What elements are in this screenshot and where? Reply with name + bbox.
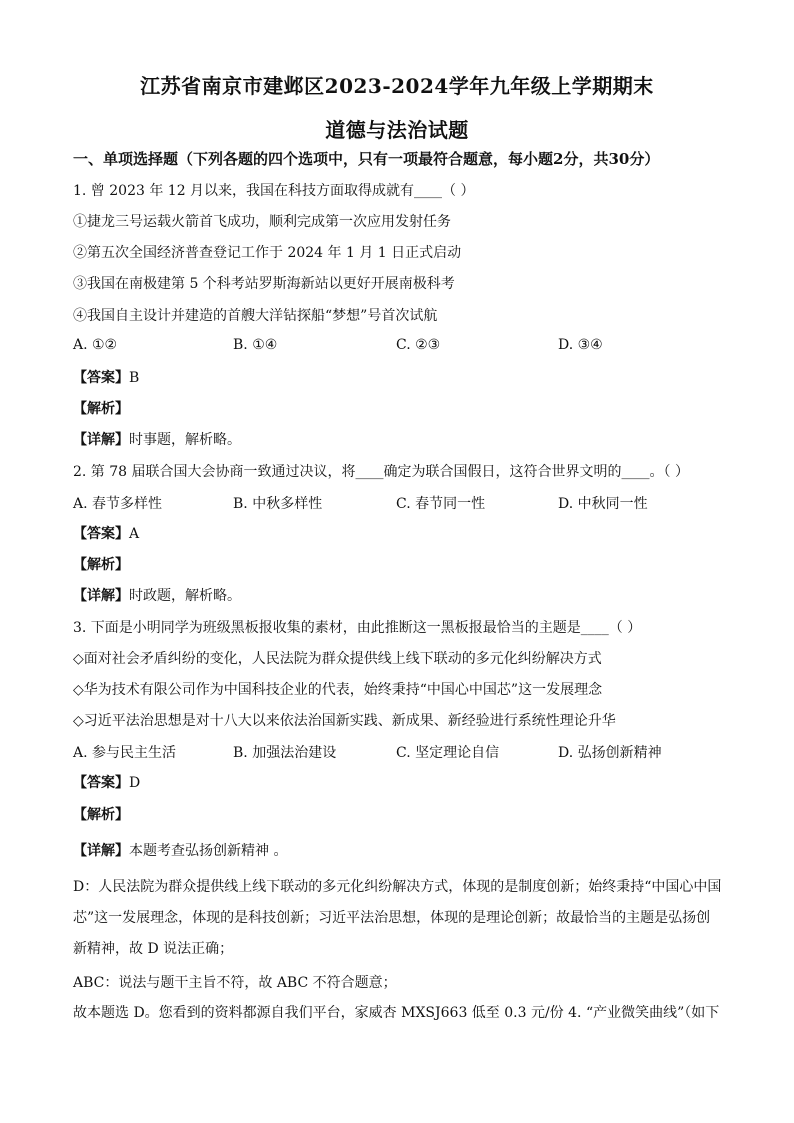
answer-label: 【答案】 (73, 775, 129, 791)
detail-label: 【详解】 (73, 588, 129, 604)
answer-label: 【答案】 (73, 526, 129, 542)
question-3-option-c: C. 坚定理论自信 (396, 745, 500, 761)
question-2-stem: 2. 第 78 届联合国大会协商一致通过决议，将____确定为联合国假日，这符合世界文明的____。（ ） (73, 464, 689, 480)
question-3-abc-note: ABC：说法与题干主旨不符，故 ABC 不符合题意； (73, 975, 397, 991)
question-3-option-d: D. 弘扬创新精神 (558, 745, 662, 761)
question-3-item-1: ◇面对社会矛盾纠纷的变化，人民法院为群众提供线上线下联动的多元化纠纷解决方式 (73, 651, 602, 667)
question-1-option-d: D. ③④ (558, 337, 603, 353)
question-2-answer (73, 524, 139, 544)
question-1-option-a: A. ①② (73, 337, 118, 353)
answer-value: B (129, 370, 140, 386)
detail-text: 时事题，解析略。 (129, 432, 241, 448)
answer-value: D (129, 775, 141, 791)
question-2-option-b: B. 中秋多样性 (233, 496, 323, 512)
question-1-option-b: B. ①④ (233, 337, 278, 353)
question-3-conclusion: 故本题选 D。您看到的资料都源自我们平台，家威杏 MXSJ663 低至 0.3 元/份 4. “产业微笑曲线”（如下 (73, 1005, 720, 1021)
question-1-answer (73, 368, 139, 388)
detail-label: 【详解】 (73, 843, 129, 859)
document-title: 江苏省南京市建邺区2023-2024学年九年级上学期期末 (140, 74, 654, 98)
question-3-stem: 3. 下面是小明同学为班级黑板报收集的素材，由此推断这一黑板报最恰当的主题是____（ ） (73, 620, 642, 636)
question-1-item-3: ③我国在南极建第 5 个科考站罗斯海新站以更好开展南极科考 (73, 276, 455, 292)
answer-label: 【答案】 (73, 370, 129, 386)
question-3-answer (73, 773, 140, 793)
question-3-option-b: B. 加强法治建设 (233, 745, 337, 761)
answer-value: A (129, 526, 140, 542)
detail-text: 本题考查弘扬创新精神 。 (129, 843, 288, 859)
question-1-item-1: ①捷龙三号运载火箭首飞成功，顺利完成第一次应用发射任务 (73, 214, 451, 230)
detail-text: 时政题，解析略。 (129, 588, 241, 604)
question-1-detail (73, 430, 241, 450)
question-2-options (73, 493, 733, 513)
question-2-analysis-label: 【解析】 (73, 557, 129, 573)
question-1-item-2: ②第五次全国经济普查登记工作于 2024 年 1 月 1 日正式启动 (73, 245, 462, 261)
question-3-analysis-label: 【解析】 (73, 807, 129, 823)
question-1-option-c: C. ②③ (396, 337, 441, 353)
detail-label: 【详解】 (73, 432, 129, 448)
question-3-item-3: ◇习近平法治思想是对十八大以来依法治国新实践、新成果、新经验进行系统性理论升华 (73, 713, 616, 729)
question-1-item-4: ④我国自主设计并建造的首艘大洋钻探船“梦想”号首次试航 (73, 308, 438, 324)
question-3-detail (73, 841, 287, 861)
question-3-explanation: D：人民法院为群众提供线上线下联动的多元化纠纷解决方式，体现的是制度创新；始终秉持“中国心中国芯”这一发展理念，体现的是科技创新；习近平法治思想，体现的是理论创新；故最恰当的主题是弘扬创新精神，故 D 说法正确； (73, 879, 722, 957)
question-2-option-a: A. 春节多样性 (73, 496, 163, 512)
document-subtitle: 道德与法治试题 (325, 118, 469, 142)
question-1-options (73, 337, 733, 357)
question-2-option-d: D. 中秋同一性 (558, 496, 648, 512)
question-3-options (73, 742, 733, 762)
section-heading: 一、单项选择题（下列各题的四个选项中，只有一项最符合题意，每小题2分，共30分） (73, 150, 660, 168)
question-1-stem: 1. 曾 2023 年 12 月以来，我国在科技方面取得成就有____（ ） (73, 183, 475, 199)
question-2-detail (73, 586, 241, 606)
question-1-analysis-label: 【解析】 (73, 401, 129, 417)
question-2-option-c: C. 春节同一性 (396, 496, 486, 512)
question-3-item-2: ◇华为技术有限公司作为中国科技企业的代表，始终秉持“中国心中国芯”这一发展理念 (73, 682, 603, 698)
question-3-option-a: A. 参与民主生活 (73, 745, 177, 761)
